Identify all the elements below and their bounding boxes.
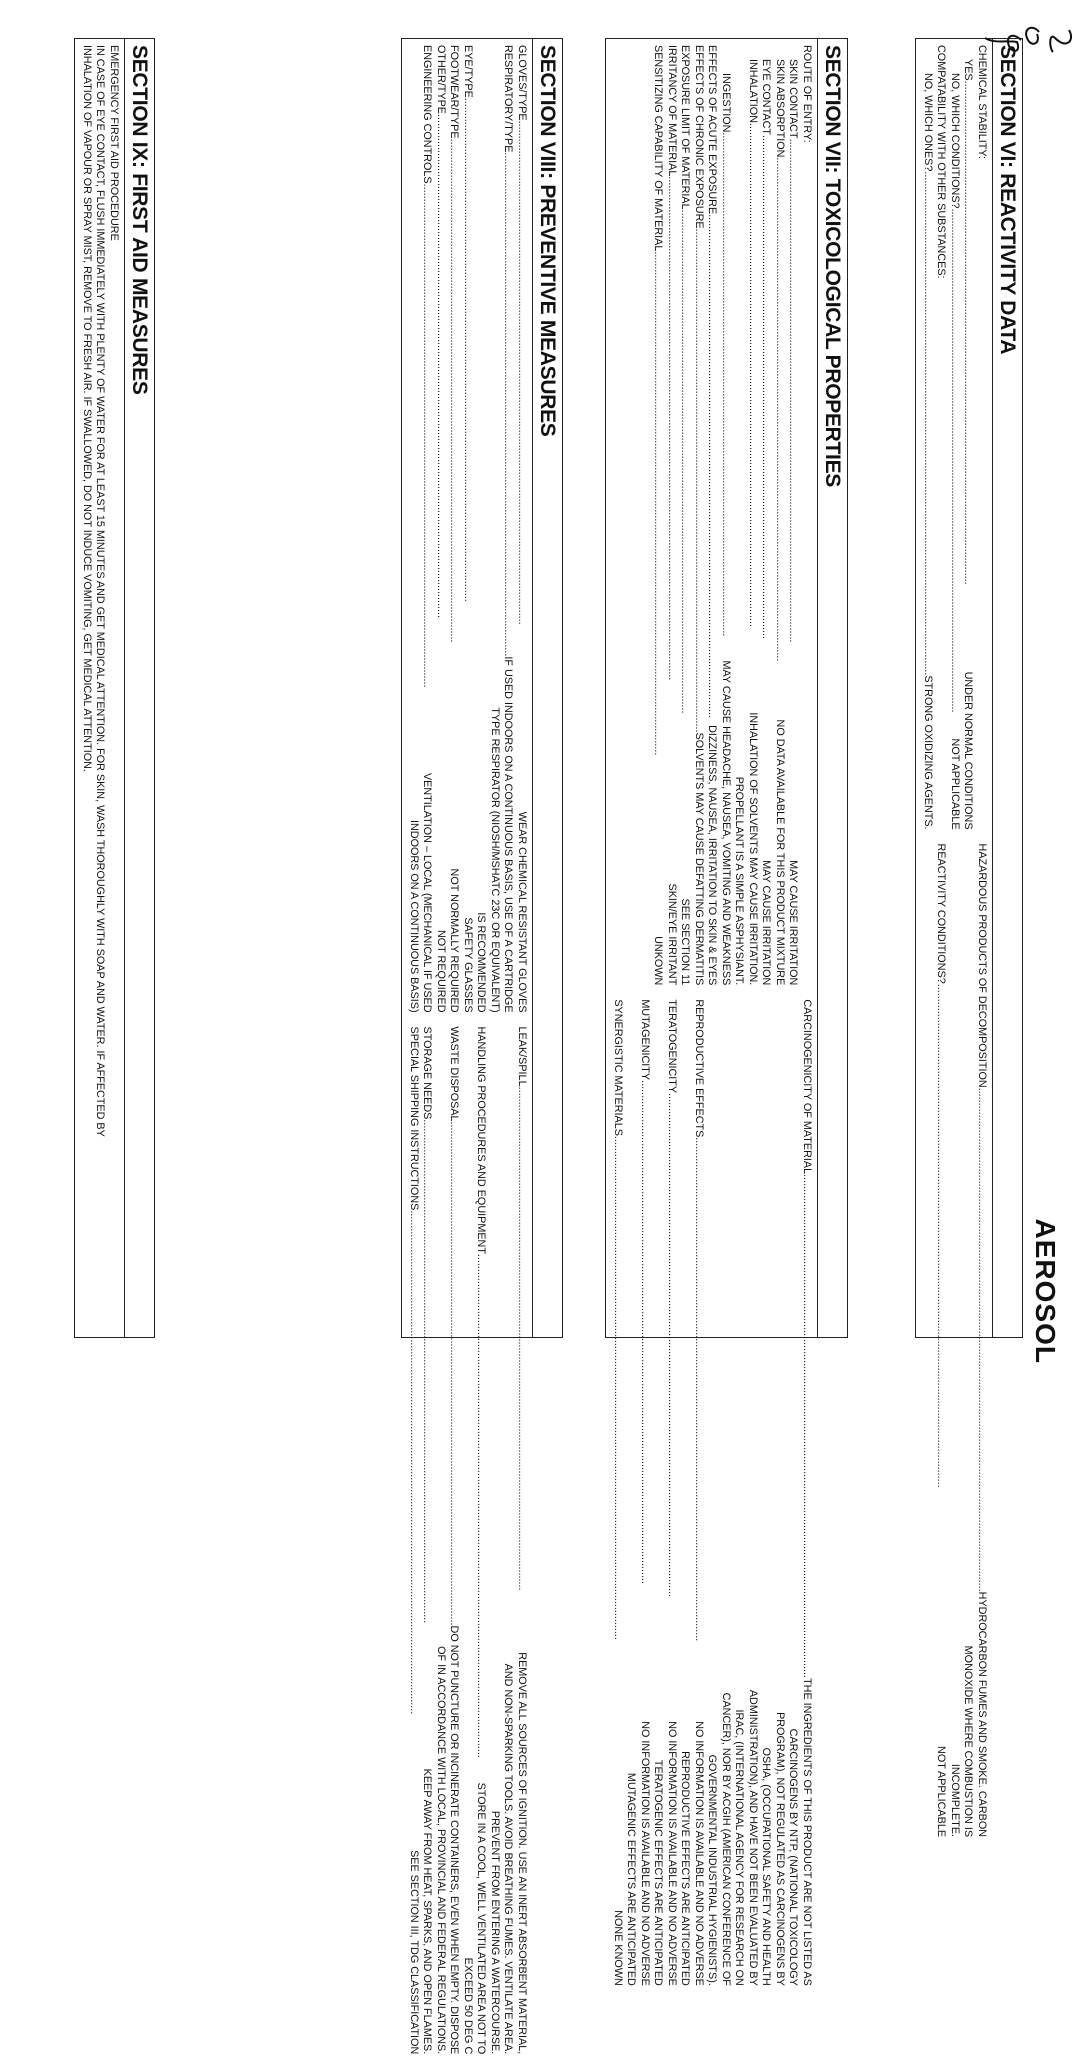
first-aid-line: IN CASE OF EYE CONTACT, FLUSH IMMEDIATELY WITH PLENTY OF WATER FOR AT LEAST 15 MINUTES AND GET MEDICAL ATTENTION. FOR SKIN, WASH THOROUGHLY WITH SOAP AND WATER. IF AFFECTED BY <box>94 45 107 1137</box>
leader-dots <box>474 1254 488 1783</box>
field-value-continuation: GOVERNMENTAL INDUSTRIAL HYGIENISTS). <box>706 1754 719 1986</box>
field-row <box>447 1027 461 2055</box>
field-label: NO, WHICH CONDITIONS? <box>949 73 961 209</box>
field-value: NOT REQUIRED <box>435 929 447 1013</box>
field-value-continuation: IS RECOMMENDED <box>475 912 488 1013</box>
field-label: SPECIAL SHIPPING INSTRUCTIONS <box>408 1026 420 1211</box>
field-row <box>746 45 760 985</box>
leader-dots <box>975 1088 989 1592</box>
leader-dots <box>692 1137 706 1721</box>
field-value-continuation: EXCEED 50 DEG C <box>462 1957 474 2055</box>
field-row <box>759 45 773 985</box>
field-value: NONE KNOWN <box>612 1910 624 1986</box>
field-row <box>934 45 948 830</box>
field-value: NOT NORMALLY REQUIRED <box>448 868 461 1013</box>
leader-dots <box>719 132 733 660</box>
field-row <box>665 45 679 985</box>
field-row <box>975 844 989 1838</box>
field-value: DIZZINESS, NAUSEA, IRRITATION TO SKIN & EYES <box>706 725 719 986</box>
field-row <box>665 999 679 1986</box>
section-title: SECTION VIII: PREVENTIVE MEASURES <box>532 39 562 1337</box>
leader-dots <box>515 121 529 812</box>
leader-dots <box>934 984 948 1746</box>
left-column <box>607 39 818 993</box>
field-value: SKIN/EYE IRRITANT <box>666 883 678 986</box>
leader-dots <box>921 171 935 675</box>
field-value-continuation: MONOXIDE WHERE COMBUSTION IS <box>962 1645 975 1838</box>
field-value-continuation: CANCER), NOR BY ACGIH (AMERICAN CONFERENCE OF <box>720 1692 732 1986</box>
field-row <box>638 999 652 1986</box>
field-value: STORE IN A COOL, WELL VENTILATED AREA NOT TO <box>475 1782 488 2055</box>
field-label: SKIN ABSORPTION <box>774 59 786 158</box>
field-row <box>975 45 989 830</box>
field-row <box>434 45 448 1013</box>
field-value: SEE SECTION III, TDG CLASSIFICATION <box>408 1850 420 2055</box>
field-row <box>921 45 935 830</box>
leader-dots <box>611 1136 625 1910</box>
field-row <box>678 45 692 985</box>
first-aid-line: INHALATION OF VAPOUR OR SPRAY MIST, REMOVE TO FRESH AIR. IF SWALLOWED, DO NOT INDUCE VOMITING, GET MEDICAL ATTENTION. <box>81 45 93 772</box>
first-aid-text <box>76 39 125 1337</box>
first-aid-line: EMERGENCY FIRST AID PROCEDURE <box>108 45 120 241</box>
field-label: EFFECTS OF CHRONIC EXPOSURE <box>693 45 705 229</box>
field-value-continuation: AND NON-SPARKING TOOLS. AVOID BREATHING FUMES. VENTILATE AREA. <box>502 1663 515 2055</box>
leader-dots <box>705 214 719 725</box>
field-row <box>773 45 787 985</box>
right-column <box>403 1021 533 2062</box>
field-row <box>420 1027 434 2055</box>
field-value: MAY CAUSE IRRITATION <box>787 860 800 986</box>
section-title: SECTION IX: FIRST AID MEASURES <box>124 39 154 1337</box>
leader-dots <box>434 114 448 930</box>
leader-dots <box>447 139 461 869</box>
leader-dots <box>407 1210 421 1850</box>
section-toxicological-properties <box>606 38 849 1986</box>
section-first-aid-measures <box>75 38 156 1338</box>
field-value: NO INFORMATION IS AVAILABLE AND NO ADVERSE <box>639 1721 651 1986</box>
field-value: THE INGREDIENTS OF THIS PRODUCT ARE NOT LISTED AS <box>801 1678 813 1986</box>
field-value: KEEP AWAY FROM HEAT, SPARKS, AND OPEN FLAMES. <box>421 1768 434 2055</box>
leader-dots <box>651 251 665 936</box>
field-row <box>407 1027 421 2055</box>
field-label: OTHER/TYPE <box>435 45 447 114</box>
field-value: UNDER NORMAL CONDITIONS <box>962 671 975 830</box>
leader-dots <box>800 1174 814 1678</box>
field-label: MUTAGENICITY <box>639 999 651 1081</box>
leader-dots <box>773 157 787 719</box>
section-reactivity-data <box>916 38 1024 1838</box>
leader-dots <box>786 139 800 861</box>
field-row <box>474 1027 488 2055</box>
field-value: INHALATION OF SOLVENTS MAY CAUSE IRRITATION. <box>747 712 759 986</box>
leader-dots <box>461 98 475 918</box>
leader-dots <box>420 1119 434 1768</box>
field-label: INHALATION <box>747 59 759 123</box>
field-label: GLOVES/TYPE <box>516 45 528 121</box>
field-value: MAY CAUSE HEADACHE, NAUSEA, VOMITING AND WEAKNESS <box>720 660 732 986</box>
field-value-continuation: PREVENT FROM ENTERING A WATERCOURSE. <box>489 1810 501 2055</box>
field-row <box>786 45 800 985</box>
section-preventive-measures <box>402 38 564 2055</box>
field-value-continuation: CARCINOGENS BY NTP, (NATIONAL TOXICOLOGY <box>787 1728 800 1986</box>
leader-dots <box>447 1122 461 1626</box>
field-row <box>515 45 529 1013</box>
field-value: SAFETY GLASSES <box>462 917 474 1013</box>
field-label: REPRODUCTIVE EFFECTS <box>693 999 705 1138</box>
product-type-label: AEROSOL <box>1030 1218 1061 1364</box>
field-label: STORAGE NEEDS <box>421 1026 434 1120</box>
field-row <box>515 1027 529 2055</box>
leader-dots <box>665 176 679 883</box>
field-value-continuation: OF IN ACCORDANCE WITH LOCAL, PROVINCIAL AND FEDERAL REGULATIONS. <box>435 1646 447 2055</box>
field-value-continuation: OSHA, (OCCUPATIONAL SAFETY AND HEALTH <box>760 1747 773 1986</box>
section-title: SECTION VI: REACTIVITY DATA <box>992 39 1022 1337</box>
field-value-continuation: PROPELLANT IS A SIMPLE ASPHYSIANT. <box>733 776 746 986</box>
field-value-continuation: IRAC, (INTERNATIONAL AGENCY FOR RESEARCH ON <box>733 1709 746 1986</box>
field-row <box>934 844 948 1838</box>
field-label: FOOTWEAR/TYPE <box>448 45 461 139</box>
field-label: WASTE DISPOSAL <box>448 1026 461 1122</box>
field-value: NOT APPLICABLE <box>935 1746 948 1838</box>
field-value: UNKOWN <box>652 936 665 986</box>
field-row <box>961 45 975 830</box>
field-value-continuation: MUTAGENIC EFFECTS ARE ANTICIPATED <box>625 1772 638 1986</box>
leader-dots <box>948 209 962 739</box>
leader-dots <box>638 1080 652 1721</box>
leader-dots <box>692 229 706 733</box>
field-label: REACTIVITY CONDITIONS? <box>935 843 948 984</box>
field-value: MAY CAUSE IRRITATION <box>760 860 773 986</box>
field-value-continuation: ADMINISTRATION), AND HAVE NOT BEEN EVALUATED BY <box>747 1689 759 1986</box>
right-column <box>917 838 993 1846</box>
field-value: REMOVE ALL SOURCES OF IGNITION. USE AN INERT ABSORBENT MATERIAL, <box>516 1652 528 2055</box>
field-row <box>800 45 814 985</box>
field-label: LEAK/SPILL <box>516 1026 528 1087</box>
field-row <box>719 45 733 985</box>
field-label: EYE/TYPE <box>462 45 474 98</box>
field-label: SENSITIZING CAPABILITY OF MATERIAL <box>652 45 665 252</box>
field-row <box>651 45 665 985</box>
field-value: NO INFORMATION IS AVAILABLE AND NO ADVERSE <box>666 1721 678 1986</box>
field-row <box>948 45 962 830</box>
field-value: HYDROCARBON FUMES AND SMOKE. CARBON <box>976 1591 988 1838</box>
field-row <box>420 45 434 1013</box>
field-label: CHEMICAL STABILITY: <box>976 45 988 159</box>
field-value: VENTILATION – LOCAL (MECHANICAL IF USED <box>421 772 434 1013</box>
leader-dots <box>961 81 975 672</box>
field-label: TERATOGENICITY <box>666 999 678 1094</box>
field-label: CARCINOGENICITY OF MATERIAL <box>801 999 813 1175</box>
field-value-continuation: INDOORS ON A CONTINUOUS BASIS) <box>408 819 420 1013</box>
field-value-continuation: INCOMPLETE. <box>949 1763 961 1838</box>
field-label: SYNERGISTIC MATERIALS <box>612 999 624 1136</box>
leader-dots <box>678 210 692 899</box>
field-label: IRRITANCY OF MATERIAL <box>666 45 678 177</box>
field-row <box>692 999 706 1986</box>
field-label: RESPIRATORY/TYPE <box>502 45 515 153</box>
field-value: IF USED INDOORS ON A CONTINUOUS BASIS, USE OF A CARTRIDGE <box>502 656 515 1013</box>
field-value: DO NOT PUNCTURE OR INCINERATE CONTAINERS, EVEN WHEN EMPTY. DISPOSE <box>448 1625 461 2055</box>
field-row <box>705 45 719 985</box>
field-row <box>447 45 461 1013</box>
field-value-continuation: TYPE RESPIRATOR (NIOSH/MSHATC 23C OR EQUIVALENT) <box>489 707 501 1013</box>
field-value-continuation: TERATOGENIC EFFECTS ARE ANTICIPATED <box>652 1759 665 1986</box>
leader-dots <box>515 1087 529 1653</box>
field-value: NOT APPLICABLE <box>949 738 961 830</box>
field-value: SOLVENTS MAY CAUSE DEFATTING DERMATITIS <box>693 732 705 986</box>
field-label: ENGINEERING CONTROLS <box>421 45 434 184</box>
field-label: YES <box>962 59 975 81</box>
field-value: STRONG OXIDIZING AGENTS. <box>922 675 934 830</box>
left-column <box>917 39 993 838</box>
field-value-continuation: REPRODUCTIVE EFFECTS ARE ANTICIPATED <box>679 1751 692 1986</box>
field-label: ROUTE OF ENTRY: <box>801 45 813 143</box>
field-value: SEE SECTION 11 <box>679 898 692 986</box>
field-label: EYE CONTACT <box>760 59 773 135</box>
field-label: NO, WHICH ONES? <box>922 73 934 172</box>
field-value-continuation: PROGRAM), NOT REGULATED AS CARCINOGENS BY <box>774 1712 786 1986</box>
section-title: SECTION VII: TOXICOLOGICAL PROPERTIES <box>817 39 847 1337</box>
field-value: WEAR CHEMICAL RESISTANT GLOVES <box>516 811 528 1013</box>
field-row <box>501 45 515 1013</box>
leader-dots <box>501 152 515 656</box>
left-column <box>403 39 533 1021</box>
leader-dots <box>665 1093 679 1721</box>
field-label: HAZARDOUS PRODUCTS OF DECOMPOSITION <box>976 843 988 1088</box>
field-value: NO INFORMATION IS AVAILABLE AND NO ADVERSE <box>693 1721 705 1986</box>
field-label: EFFECTS OF ACUTE EXPOSURE <box>706 45 719 215</box>
field-label: EXPOSURE LIMIT OF MATERIAL <box>679 45 692 210</box>
field-row <box>692 45 706 985</box>
field-label: COMPATABILITY WITH OTHER SUBSTANCES: <box>935 45 948 279</box>
leader-dots <box>420 184 434 773</box>
leader-dots <box>746 123 760 712</box>
field-label: HANDLING PROCEDURES AND EQUIPMENT <box>475 1026 488 1254</box>
right-column <box>607 993 818 1994</box>
field-row <box>461 45 475 1013</box>
field-label: INGESTION <box>720 73 732 133</box>
field-value: NO DATA AVAILABLE FOR THIS PRODUCT MIXTURE <box>774 719 786 986</box>
field-row <box>800 999 814 1986</box>
field-row <box>611 999 625 1986</box>
leader-dots <box>759 135 773 860</box>
field-label: SKIN CONTACT <box>787 59 800 139</box>
